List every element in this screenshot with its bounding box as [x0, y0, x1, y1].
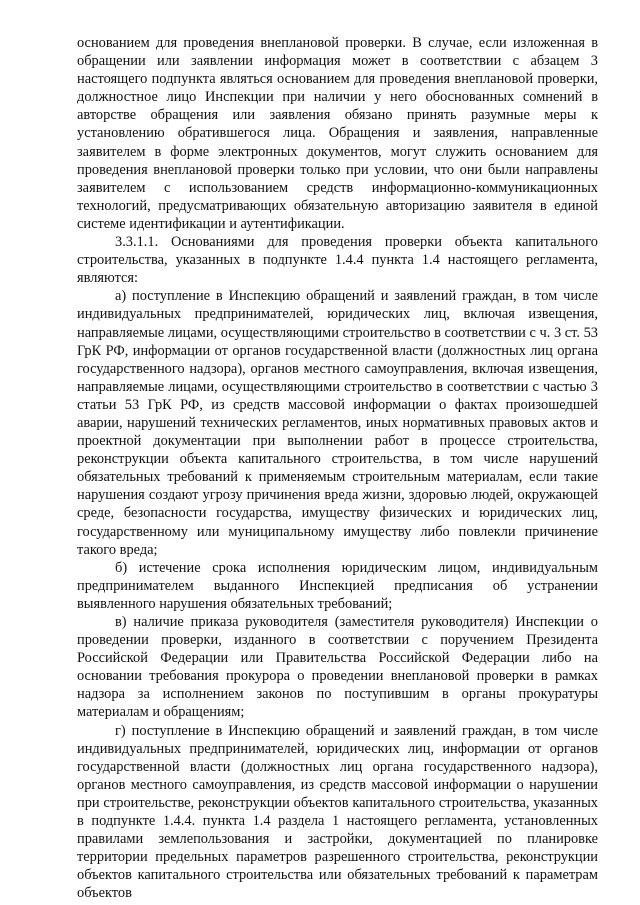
paragraph-3-3-1-1: 3.3.1.1. Основаниями для проведения проверки объекта капитального строительства, указанных в подпункте 1.4.4 пункта 1.4 настоящего регламента, являются: [77, 234, 598, 287]
paragraph-continuation: основанием для проведения внеплановой проверки. В случае, если изложенная в обращении или заявлении информация может в соответствии с абзацем 3 настоящего подпункта являться основанием для проведения внеплановой проверки, должностное лицо Инспекции при наличии у него обоснованных сомнений в авторстве обращения или заявления обязано принять разумные меры к установлению обратившегося лица. Обращения и заявления, направленные заявителем в форме электронных документов, могут служить основанием для проведения внеплановой проверки только при условии, что они были направлены заявителем с использованием средств информационно-коммуникационных технологий, предусматривающих обязательную авторизацию заявителя в единой системе идентификации и аутентификации. [77, 35, 598, 232]
paragraph-item-v: в) наличие приказа руководителя (заместителя руководителя) Инспекции о проведении проверки, изданного в соответствии с поручением Президента Российской Федерации или Правительства Российской Федерации либо на основании требования прокурора о проведении внеплановой проверки в рамках надзора за исполнением законов по поступившим в органы прокуратуры материалам и обращениям; [77, 614, 598, 721]
paragraph-item-g: г) поступление в Инспекцию обращений и заявлений граждан, в том числе индивидуальных предпринимателей, юридических лиц, информации от органов государственной власти (должностных лиц органа государственного надзора), органов местного самоуправления, из средств массовой информации о нарушении при строительстве, реконструкции объектов капитального строительства, указанных в подпункте 1.4.4. пункта 1.4 раздела 1 настоящего регламента, установленных правилами землепользования и застройки, документацией по планировке территории предельных параметров разрешенного строительства, реконструкции объектов капитального строительства или обязательных требований к параметрам объектов [77, 722, 598, 902]
paragraph-item-b: б) истечение срока исполнения юридическим лицом, индивидуальным предпринимателем выданного Инспекцией предписания об устранении выявленного нарушения обязательных требований; [77, 559, 598, 612]
paragraph-item-a: а) поступление в Инспекцию обращений и заявлений граждан, в том числе индивидуальных предпринимателей, юридических лиц, включая извещения, направляемые лицами, осуществляющими строительство в соответствии с ч. 3 ст. 53 ГрК РФ, информации от органов государственной власти (должностных лиц органа государственного надзора), органов местного самоуправления, включая извещения, направляемые лицами, осуществляющими строительство в соответствии с частью 3 статьи 53 ГрК РФ, из средств массовой информации о фактах произошедшей аварии, нарушений технических регламентов, иных нормативных правовых актов и проектной документации при выполнении работ в процессе строительства, реконструкции объекта капитального строительства, в том числе нарушений обязательных требований к применяемым строительным материалам, если такие нарушения создают угрозу причинения вреда жизни, здоровью людей, окружающей среде, безопасности государства, имуществу физических и юридических лиц, государственному или муниципальному имуществу либо повлекли причинение такого вреда; [77, 288, 598, 558]
